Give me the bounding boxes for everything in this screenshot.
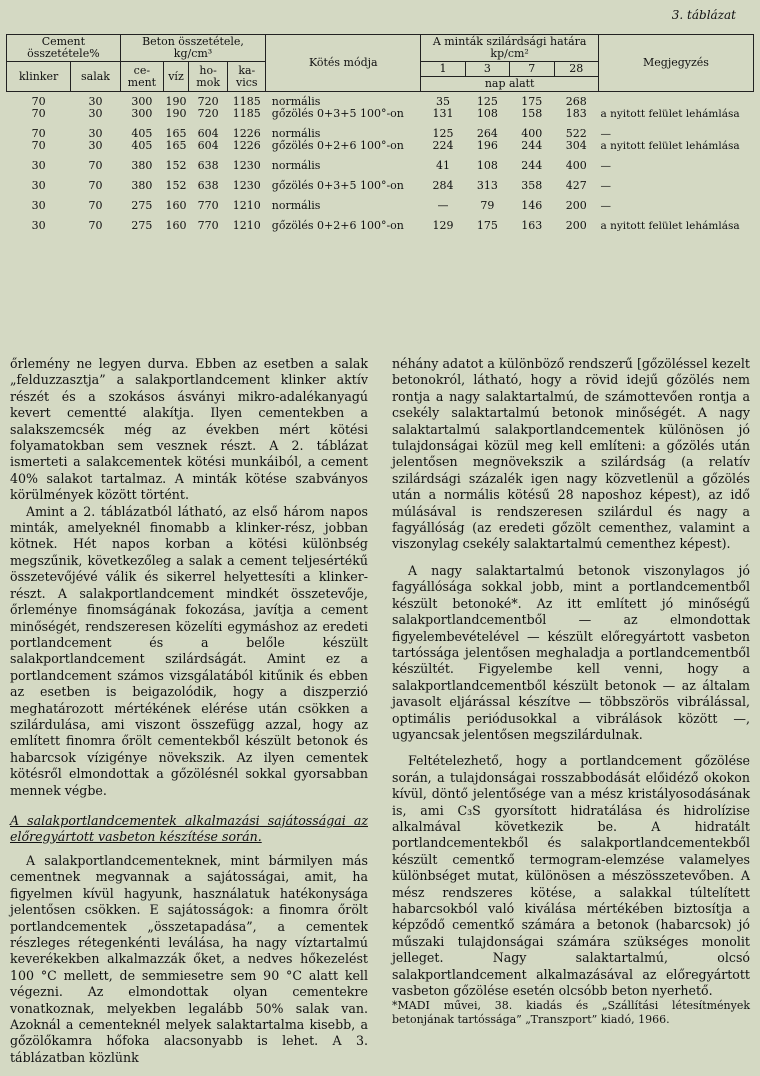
cell-klinker: 70 xyxy=(31,107,46,120)
cell-day-3: 108 xyxy=(476,107,498,120)
cell-day-3: 175 xyxy=(476,219,498,232)
cell-kavics: 1226 xyxy=(232,127,261,140)
cell-cement: 405 xyxy=(131,127,153,140)
header-day-1: 1 xyxy=(421,62,465,77)
cell-megjegyzes xyxy=(599,92,754,109)
paragraph: Feltételezhető, hogy a portlandcement gőzölése során, a tulajdonságai rosszabbodását előidéző okokon kívül, döntő jelentősége van a mész kristályosodásának is, ami C₃S gyorsított hidratálása és hidrolízise alkalmával következik be. A hidratált portlandcementekből és salakportlandcementekből készült cementkő termogram-elemzése valamelyes különbséget mutat, különösen a mészösszetevőben. A mész rendszeres kötése, a salakkal túltelített habarcsokból való kiválása mértékében biztosítja a képződő cementkő számára a betonok (habarcsok) jó műszaki tulajdonságai számára szükséges monolit jelleget. Nagy salaktartalmú, olcsó salakportlandcement alkalmazásával az előregyártott vasbeton gőzölése esetén olcsóbb beton nyerhető. xyxy=(392,753,750,999)
cell-viz: 165 xyxy=(165,139,187,152)
cell-megjegyzes: — xyxy=(600,200,611,212)
cell-cement: 275 xyxy=(131,219,153,232)
header-day-28: 28 xyxy=(554,62,599,77)
cell-kotes-mod: normális xyxy=(271,95,321,108)
cell-homok: 770 xyxy=(197,199,219,212)
cell-day-1: 41 xyxy=(435,159,450,172)
cell-klinker: 70 xyxy=(31,95,46,108)
cell-salak: 70 xyxy=(88,219,103,232)
cell-kotes-mod: normális xyxy=(271,127,321,140)
cell-kotes-mod: gőzölés 0+2+6 100°-on xyxy=(271,139,404,152)
cell-day-3: 79 xyxy=(480,199,495,212)
cell-day-28: 400 xyxy=(565,159,587,172)
cell-cement: 380 xyxy=(131,159,153,172)
cell-viz: 160 xyxy=(165,219,187,232)
cell-day-7: 244 xyxy=(521,139,543,152)
table-row xyxy=(7,108,754,120)
cell-homok: 720 xyxy=(197,95,219,108)
cell-day-28: 268 xyxy=(565,95,587,108)
header-nap-alatt: nap alatt xyxy=(421,77,599,92)
header-day-7: 7 xyxy=(510,62,554,77)
cell-viz: 165 xyxy=(165,127,187,140)
cell-cement: 300 xyxy=(131,107,153,120)
header-klinker: klinker xyxy=(7,62,71,92)
cell-kavics: 1210 xyxy=(232,199,261,212)
cell-kavics: 1210 xyxy=(232,219,261,232)
footnote: *MADI művei, 38. kiadás és „Szállítási létesítmények betonjának tartóssága” „Transzport” kiadó, 1966. xyxy=(392,999,750,1027)
cell-viz: 152 xyxy=(165,179,187,192)
cell-megjegyzes: a nyitott felület lehámlása xyxy=(600,140,740,152)
cell-salak: 30 xyxy=(88,139,103,152)
paragraph: Amint a 2. táblázatból látható, az első három napos minták, amelyeknél finomabb a klinker-rész, jobban kötnek. Hét napos korban a kötési különbség megszűnik, következőleg a salak a cement teljesértékű összetevőjévé válik és sikerrel helyettesíti a klinker-részt. A salakportlandcement mindkét összetevője, őrleménye finomságának fokozása, javítja a cement minőségét, rendszeresen közelíti egymáshoz az eredeti portlandcement és a belőle készült salakportlandcement szilárdságát. Amint ez a portlandcement számos vizsgálatából kitűnik és ebben az esetben is beigazolódik, hogy a diszperzió meghatározott mértékének elérése után csökken a szilárdulása, ami viszont összefügg azzal, hogy az említett finomra őrölt cementekből készült betonok és habarcsok vízigénye növekszik. Az ilyen cementek kötésről elmondottak a gőzölésnél sokkal gyorsabban mennek végbe. xyxy=(10,503,368,798)
cell-kotes-mod: gőzölés 0+3+5 100°-on xyxy=(271,107,404,120)
cell-kavics: 1185 xyxy=(232,95,261,108)
cell-viz: 190 xyxy=(165,95,187,108)
cell-megjegyzes: a nyitott felület lehámlása xyxy=(600,220,740,232)
header-kotes: Kötés módja xyxy=(266,35,421,92)
cell-day-28: 427 xyxy=(565,179,587,192)
cell-homok: 604 xyxy=(197,139,219,152)
cell-cement: 405 xyxy=(131,139,153,152)
table-row xyxy=(7,92,754,109)
cell-kotes-mod: normális xyxy=(271,159,321,172)
header-kavics: kavics xyxy=(228,62,266,92)
table-row xyxy=(7,120,754,140)
cell-kavics: 1185 xyxy=(232,107,261,120)
cell-day-28: 522 xyxy=(565,127,587,140)
cell-klinker: 30 xyxy=(31,199,46,212)
cell-kavics: 1230 xyxy=(232,159,261,172)
cell-salak: 70 xyxy=(88,199,103,212)
header-beton: Beton összetétele, kg/cm³ xyxy=(120,35,266,62)
cell-day-1: — xyxy=(437,199,449,212)
cell-megjegyzes: a nyitott felület lehámlása xyxy=(600,108,740,120)
cell-homok: 638 xyxy=(197,159,219,172)
table-row xyxy=(7,152,754,172)
header-viz: víz xyxy=(163,62,188,92)
header-day-3: 3 xyxy=(465,62,509,77)
paragraph: őrlemény ne legyen durva. Ebben az esetben a salak „felduzzasztja” a salakportlandcement klinker aktív részét és a szokásos ásványi mikro-adalékanyagú kevert cementté alakítja. Ilyen cementekben a salakszemcsék még az években mért kötési folyamatokban sem vesznek részt. A 2. táblázat ismerteti a salakcementek kötési munkáiból, a cement 40% salakot tartalmaz. A minták kötése szabványos körülmények között történt. xyxy=(10,356,368,503)
cell-day-7: 158 xyxy=(521,107,543,120)
cell-day-3: 125 xyxy=(476,95,498,108)
cell-day-7: 146 xyxy=(521,199,543,212)
cell-salak: 30 xyxy=(88,95,103,108)
cell-day-1: 125 xyxy=(432,127,454,140)
cell-kotes-mod: normális xyxy=(271,199,321,212)
table-row xyxy=(7,172,754,192)
cell-day-28: 200 xyxy=(565,219,587,232)
cell-salak: 30 xyxy=(88,127,103,140)
cell-klinker: 70 xyxy=(31,127,46,140)
cell-day-1: 284 xyxy=(432,179,454,192)
header-szilardsag: A minták szilárdsági határa kp/cm² xyxy=(421,35,599,62)
header-megjegyzes: Megjegyzés xyxy=(599,35,754,92)
header-cement: Cement összetétele% xyxy=(7,35,121,62)
cell-day-28: 200 xyxy=(565,199,587,212)
cell-kavics: 1230 xyxy=(232,179,261,192)
cell-megjegyzes: — xyxy=(600,180,611,192)
cell-day-7: 244 xyxy=(521,159,543,172)
right-column xyxy=(392,356,750,1027)
cell-homok: 604 xyxy=(197,127,219,140)
cell-salak: 70 xyxy=(88,159,103,172)
cell-day-1: 224 xyxy=(432,139,454,152)
cell-megjegyzes: — xyxy=(600,160,611,172)
cell-day-28: 183 xyxy=(565,107,587,120)
cell-day-1: 129 xyxy=(432,219,454,232)
cell-homok: 720 xyxy=(197,107,219,120)
cell-cement: 380 xyxy=(131,179,153,192)
cell-kotes-mod: gőzölés 0+2+6 100°-on xyxy=(271,219,404,232)
cell-viz: 190 xyxy=(165,107,187,120)
cell-day-1: 131 xyxy=(432,107,454,120)
cell-day-3: 108 xyxy=(476,159,498,172)
cell-klinker: 30 xyxy=(31,179,46,192)
section-heading: A salakportlandcementek alkalmazási sajátosságai az előregyártott vasbeton készítése során. xyxy=(10,812,368,844)
paragraph: A nagy salaktartalmú betonok viszonylagos jó fagyállósága sokkal jobb, mint a portlandcementből készült betonoké*. Az itt említett jó minőségű salakportlandcementből — az elmondottak figyelembevételével — készült előregyártott vasbeton tartóssága jelentősen meghaladja a portlandcementből készültét. Figyelembe kell venni, hogy a salakportlandcementből készült betonok — az általam javasolt eljárással készítve — többszörös vibrálással, optimális periódusokkal a vibrálások között —, ugyancsak jelentősen megszilárdulnak. xyxy=(392,562,750,742)
cell-day-7: 400 xyxy=(521,127,543,140)
cell-klinker: 30 xyxy=(31,219,46,232)
table-caption: 3. táblázat xyxy=(671,8,736,22)
cell-homok: 770 xyxy=(197,219,219,232)
paragraph: A salakportlandcementeknek, mint bármilyen más cementnek megvannak a sajátosságai, amit, ha figyelmen kívül hagyunk, használatuk hatékonysága jelentősen csökken. E sajátosságok: a finomra őrölt portlandcementek „összetapadása”, a cementek részleges rétegenkénti leválása, ha nagy víztartalmú keverékekben alkalmazzák őket, a nedves hőkezelést 100 °C mellett, de semmiesetre sem 90 °C alatt kell végezni. Az elmondottak olyan cementekre vonatkoznak, melyekben legalább 50% salak van. Azoknál a cementeknél melyek salaktartalma kisebb, a gőzölőkamra hőfoka alacsonyabb is lehet. A 3. táblázatban közlünk xyxy=(10,852,368,1065)
cell-day-7: 358 xyxy=(521,179,543,192)
header-salak: salak xyxy=(71,62,120,92)
table-row xyxy=(7,140,754,152)
table-row xyxy=(7,212,754,232)
table-row xyxy=(7,192,754,212)
cell-viz: 160 xyxy=(165,199,187,212)
paragraph: néhány adatot a különböző rendszerű [gőzöléssel kezelt betonokról, látható, hogy a rövid idejű gőzölés nem rontja a nagy salaktartalmú, de számottevően rontja a csekély salaktartalmú betonok minőségét. A nagy salaktartalmú salakportlandcementek különösen jó tulajdonságai közül meg kell említeni: a gőzölés után jelentősen megnövekszik a szilárdság (a relatív szilárdsági százalék igen nagy közvetlenül a gőzölés után a normális kötésű 28 naposhoz képest), az idő múlásával is rendszeresen szilárdul és nagy a fagyállóság (az eredeti gőzölt cementhez, valamint a viszonylag csekély salaktartalmú cementhez képest). xyxy=(392,356,750,552)
cell-cement: 300 xyxy=(131,95,153,108)
cell-klinker: 30 xyxy=(31,159,46,172)
cell-day-1: 35 xyxy=(435,95,450,108)
cell-day-3: 313 xyxy=(476,179,498,192)
header-cem: cement xyxy=(120,62,163,92)
cell-salak: 70 xyxy=(88,179,103,192)
data-table xyxy=(6,34,754,232)
cell-cement: 275 xyxy=(131,199,153,212)
header-homok: homok xyxy=(188,62,227,92)
cell-day-7: 163 xyxy=(521,219,543,232)
cell-day-3: 196 xyxy=(476,139,498,152)
cell-salak: 30 xyxy=(88,107,103,120)
cell-day-7: 175 xyxy=(521,95,543,108)
cell-kotes-mod: gőzölés 0+3+5 100°-on xyxy=(271,179,404,192)
cell-day-28: 304 xyxy=(565,139,587,152)
cell-viz: 152 xyxy=(165,159,187,172)
cell-kavics: 1226 xyxy=(232,139,261,152)
cell-megjegyzes: — xyxy=(600,128,611,140)
left-column xyxy=(10,356,368,1066)
cell-klinker: 70 xyxy=(31,139,46,152)
cell-homok: 638 xyxy=(197,179,219,192)
cell-day-3: 264 xyxy=(476,127,498,140)
